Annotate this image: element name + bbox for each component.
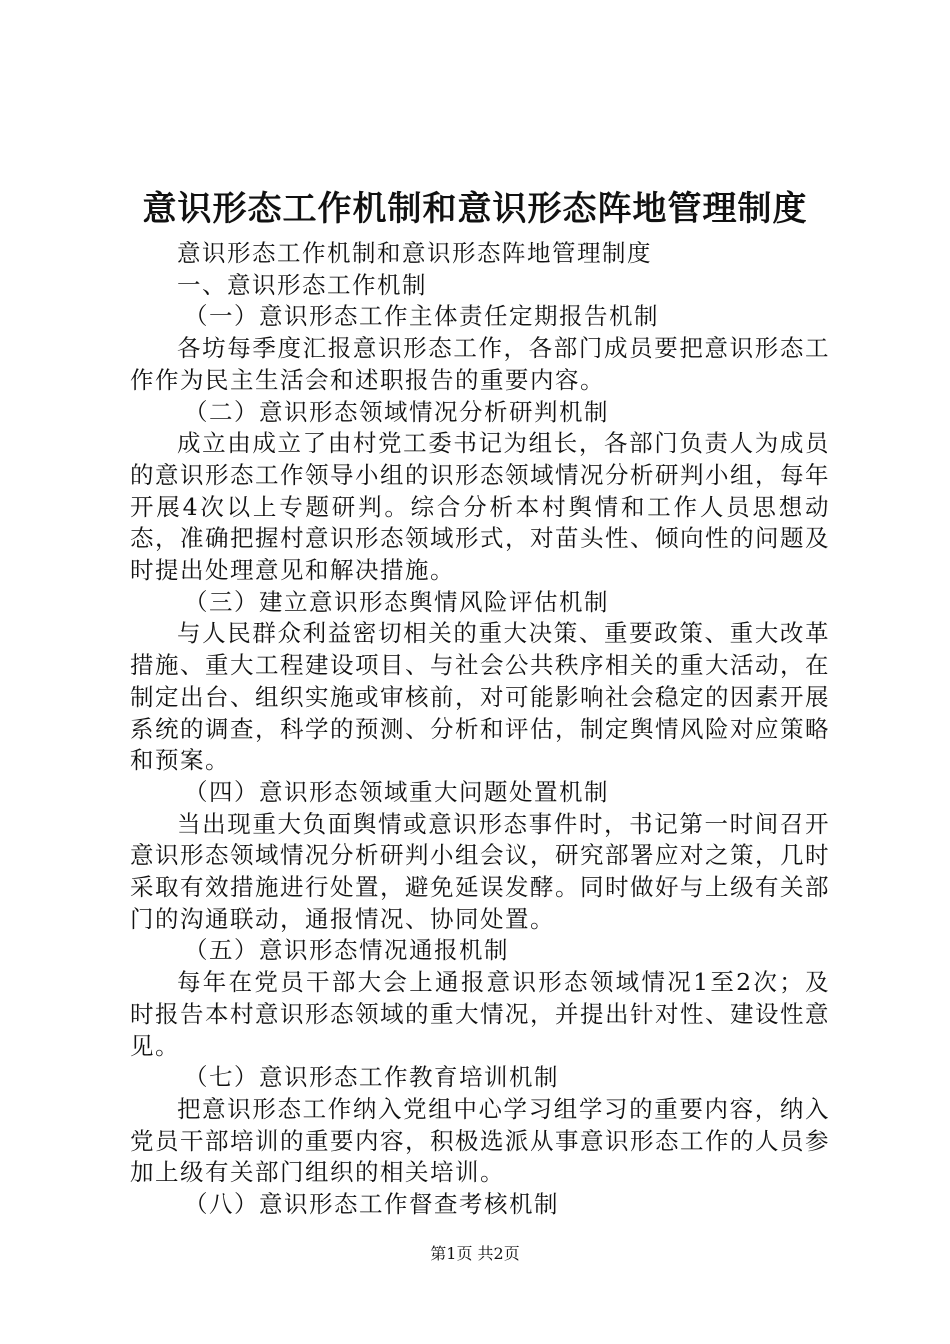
subheading-inspection-mechanism: （八）意识形态工作督查考核机制	[184, 1190, 560, 1219]
document-body	[130, 238, 830, 1221]
paragraph-training-mechanism: 把意识形态工作纳入党组中心学习组学习的重要内容，纳入党员干部培训的重要内容，积极选派从事意识形态工作的人员参加上级有关部门组织的相关培训。	[130, 1094, 830, 1187]
paragraph-report-mechanism: 各坊每季度汇报意识形态工作，各部门成员要把意识形态工作作为民主生活会和述职报告的重要内容。	[130, 334, 830, 394]
paragraph-intro: 意识形态工作机制和意识形态阵地管理制度	[177, 239, 652, 267]
paragraph-issue-handling: 当出现重大负面舆情或意识形态事件时，书记第一时间召开意识形态领域情况分析研判小组会议，研究部署应对之策，几时采取有效措施进行处置，避免延误发酵。同时做好与上级有关部门的沟通联动，通报情况、协同处置。	[130, 809, 830, 933]
page-number-footer: 第1页 共2页	[430, 1244, 520, 1263]
paragraph-risk-assessment: 与人民群众利益密切相关的重大决策、重要政策、重大改革措施、重大工程建设项目、与社会公共秩序相关的重大活动，在制定出台、组织实施或审核前，对可能影响社会稳定的因素开展系统的调查，科学的预测、分析和评估，制定舆情风险对应策略和预案。	[130, 619, 830, 775]
subheading-training-mechanism: （七）意识形态工作教育培训机制	[184, 1063, 560, 1092]
subheading-risk-assessment: （三）建立意识形态舆情风险评估机制	[184, 587, 610, 616]
paragraph-briefing-mechanism: 每年在党员干部大会上通报意识形态领域情况1至2次；及时报告本村意识形态领域的重大情况，并提出针对性、建设性意见。	[130, 968, 830, 1060]
paragraph-analysis-mechanism: 成立由成立了由村党工委书记为组长，各部门负责人为成员的意识形态工作领导小组的识形态领域情况分析研判小组，每年开展4次以上专题研判。综合分析本村舆情和工作人员思想动态，准确把握村意识形态领域形式，对苗头性、倾向性的问题及时提出处理意见和解决措施。	[130, 429, 830, 585]
subheading-report-mechanism: （一）意识形态工作主体责任定期报告机制	[184, 302, 660, 331]
subheading-briefing-mechanism: （五）意识形态情况通报机制	[184, 936, 510, 965]
subheading-analysis-mechanism: （二）意识形态领域情况分析研判机制	[184, 397, 610, 426]
section-heading-mechanism: 一、意识形态工作机制	[177, 270, 427, 299]
document-title: 意识形态工作机制和意识形态阵地管理制度	[142, 189, 808, 229]
subheading-issue-handling: （四）意识形态领域重大问题处置机制	[184, 777, 610, 806]
